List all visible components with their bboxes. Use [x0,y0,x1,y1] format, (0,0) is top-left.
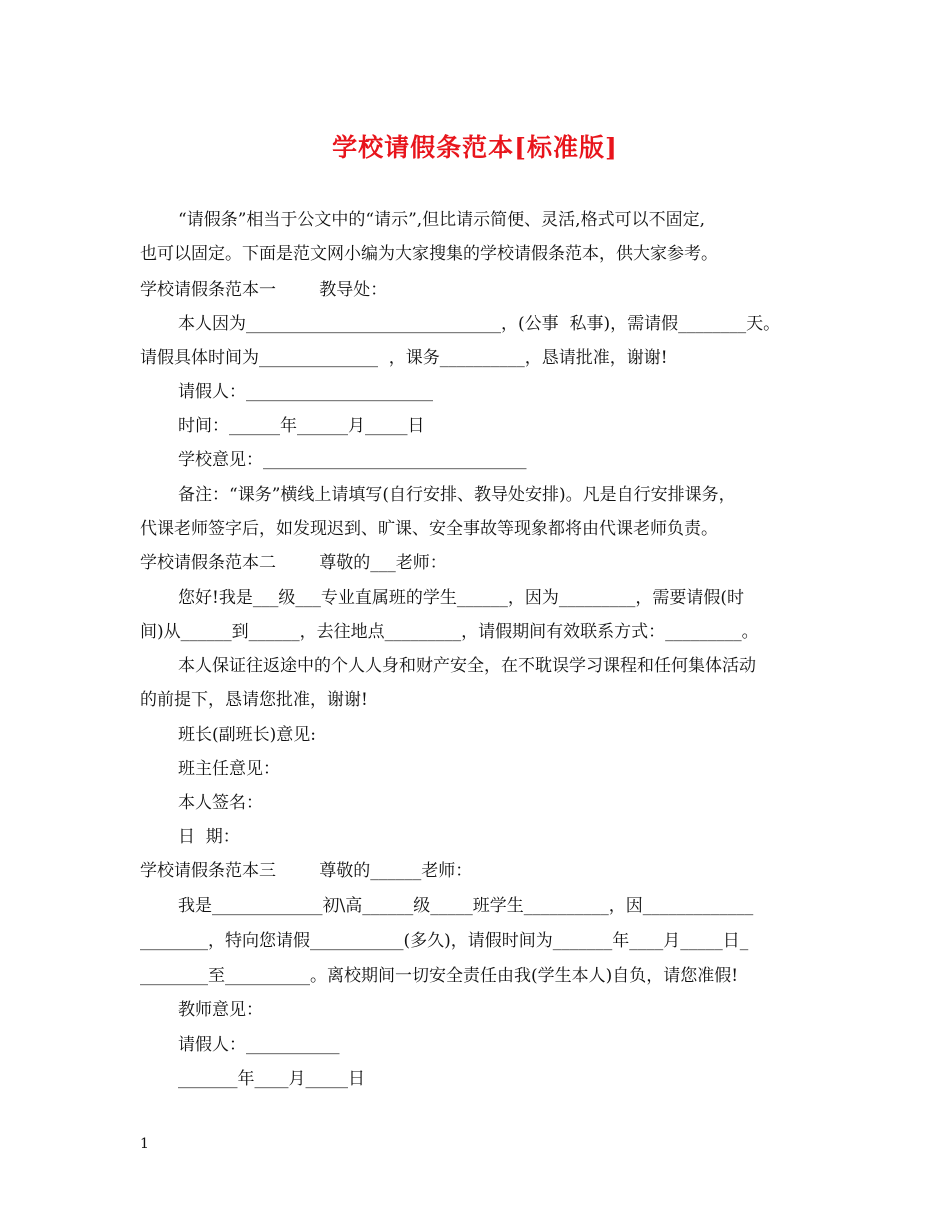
form3-teacher-opinion: 教师意见： [178,1000,263,1020]
form2-guarantee-line-1: 本人保证往返途中的个人人身和财产安全，在不耽误学习课程和任何集体活动 [178,656,756,676]
form3-body-line-3: ________至__________。离校期间一切安全责任由我(学生本人)自负，请您准假! [140,966,739,986]
form1-school-opinion-line: 学校意见：_______________________________ [178,450,527,470]
document-title: 学校请假条范本[标准版] [332,133,618,162]
form1-reason-line: 本人因为______________________________，(公事 私事)，需请假________天。 [178,314,781,334]
form2-guarantee-line-2: 的前提下，恳请您批准，谢谢! [140,690,368,710]
form3-body-line-1: 我是_____________初\高______级_____班学生__________，因_____________ [178,896,754,916]
form1-date-line: 时间：______年______月_____日 [178,416,425,436]
form1-note-line-1: 备注：“课务”横线上请填写(自行安排、教导处安排)。凡是自行安排课务， [178,485,736,505]
form2-body-line-1: 您好!我是___级___专业直属班的学生______，因为_________，需要请假(时 [178,588,744,608]
form3-date-line: _______年____月_____日 [178,1069,365,1089]
form1-applicant-line: 请假人：______________________ [178,382,433,402]
form1-time-line: 请假具体时间为______________ ，课务__________，恳请批准，谢谢! [140,348,668,368]
page-number: 1 [140,1136,149,1152]
form2-teacher-opinion: 班主任意见： [178,759,280,779]
section-heading-2: 学校请假条范本二 尊敬的___老师： [140,553,447,573]
form2-date: 日 期： [178,827,240,847]
form2-signature: 本人签名： [178,793,263,813]
intro-line-1: “请假条”相当于公文中的“请示”,但比请示简便、灵活,格式可以不固定, [178,210,705,230]
section-heading-3: 学校请假条范本三 尊敬的______老师： [140,861,473,881]
form2-monitor-opinion: 班长(副班长)意见: [178,725,316,745]
intro-line-2: 也可以固定。下面是范文网小编为大家搜集的学校请假条范本，供大家参考。 [140,244,718,264]
form2-body-line-2: 间)从______到______，去往地点_________，请假期间有效联系方式：_________。 [140,622,759,642]
form3-applicant-line: 请假人：___________ [178,1035,340,1055]
form1-note-line-2: 代课老师签字后，如发现迟到、旷课、安全事故等现象都将由代课老师负责。 [140,519,718,539]
section-heading-1: 学校请假条范本一 教导处： [140,280,388,300]
form3-body-line-2: ________，特向您请假___________(多久)，请假时间为_______年____月_____日_ [140,931,749,951]
